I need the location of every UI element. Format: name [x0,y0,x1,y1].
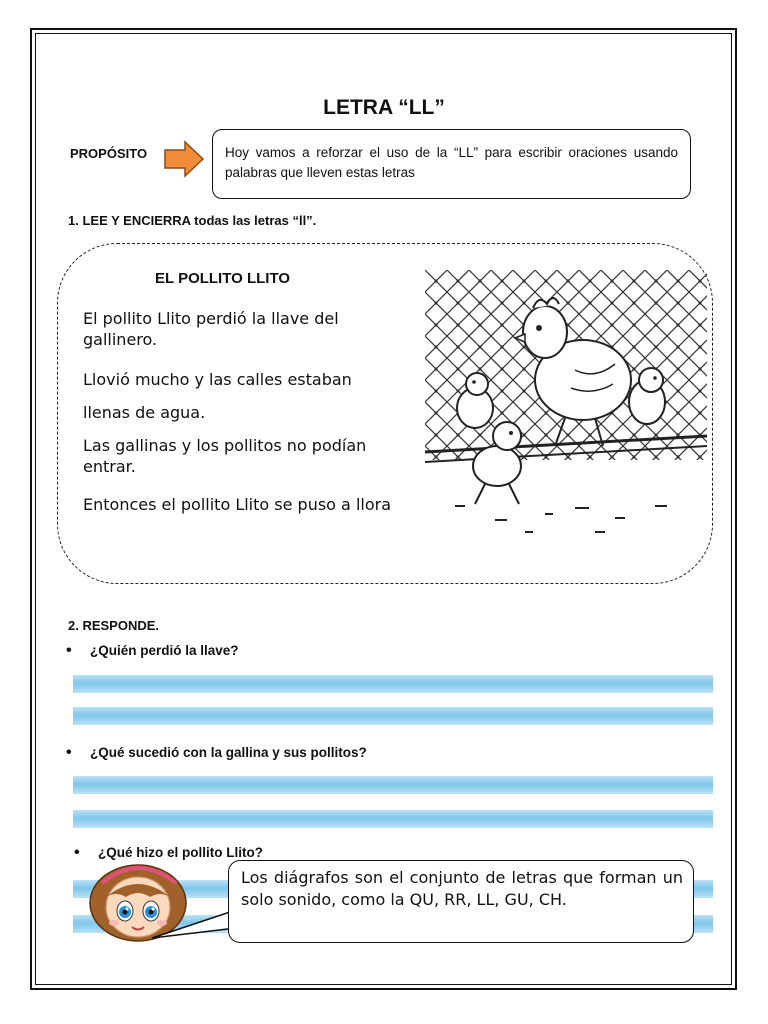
answer-line[interactable] [73,776,713,794]
story-line: Las gallinas y los pollitos no podían entrar. [83,436,367,476]
story-line: Llovió mucho y las calles estaban [83,370,352,389]
hen-and-chicks-illustration [425,270,707,542]
tip-text: Los diágrafos son el conjunto de letras que forman un solo sonido, como la QU, RR, LL, GU, CH. [241,868,683,909]
question-item: • ¿Qué sucedió con la gallina y sus pollitos? [66,744,367,762]
story-line: Entonces el pollito Llito se puso a llora [83,495,391,514]
tip-speech-bubble [228,860,694,943]
story-title: EL POLLITO LLITO [155,270,291,287]
answer-line[interactable] [73,675,713,693]
purpose-box [212,129,691,199]
question-item: • ¿Quién perdió la llave? [66,642,239,660]
question-item: • ¿Qué hizo el pollito Llito? [74,844,263,862]
speech-bubble-tail [150,910,240,942]
section2-heading: 2. RESPONDE. [68,618,160,633]
story-line: El pollito Llito perdió la llave del gallinero. [83,309,339,349]
section1-heading: 1. LEE Y ENCIERRA todas las letras “ll”. [68,213,317,228]
answer-line[interactable] [73,810,713,828]
purpose-label: PROPÓSITO [70,146,148,161]
answer-line[interactable] [73,707,713,725]
story-line: llenas de agua. [83,403,206,422]
purpose-text: Hoy vamos a reforzar el uso de la “LL” para escribir oraciones usando palabras que lleven estas letras [225,145,678,180]
right-arrow-icon [163,140,205,178]
page-title: LETRA “LL” [323,96,445,119]
